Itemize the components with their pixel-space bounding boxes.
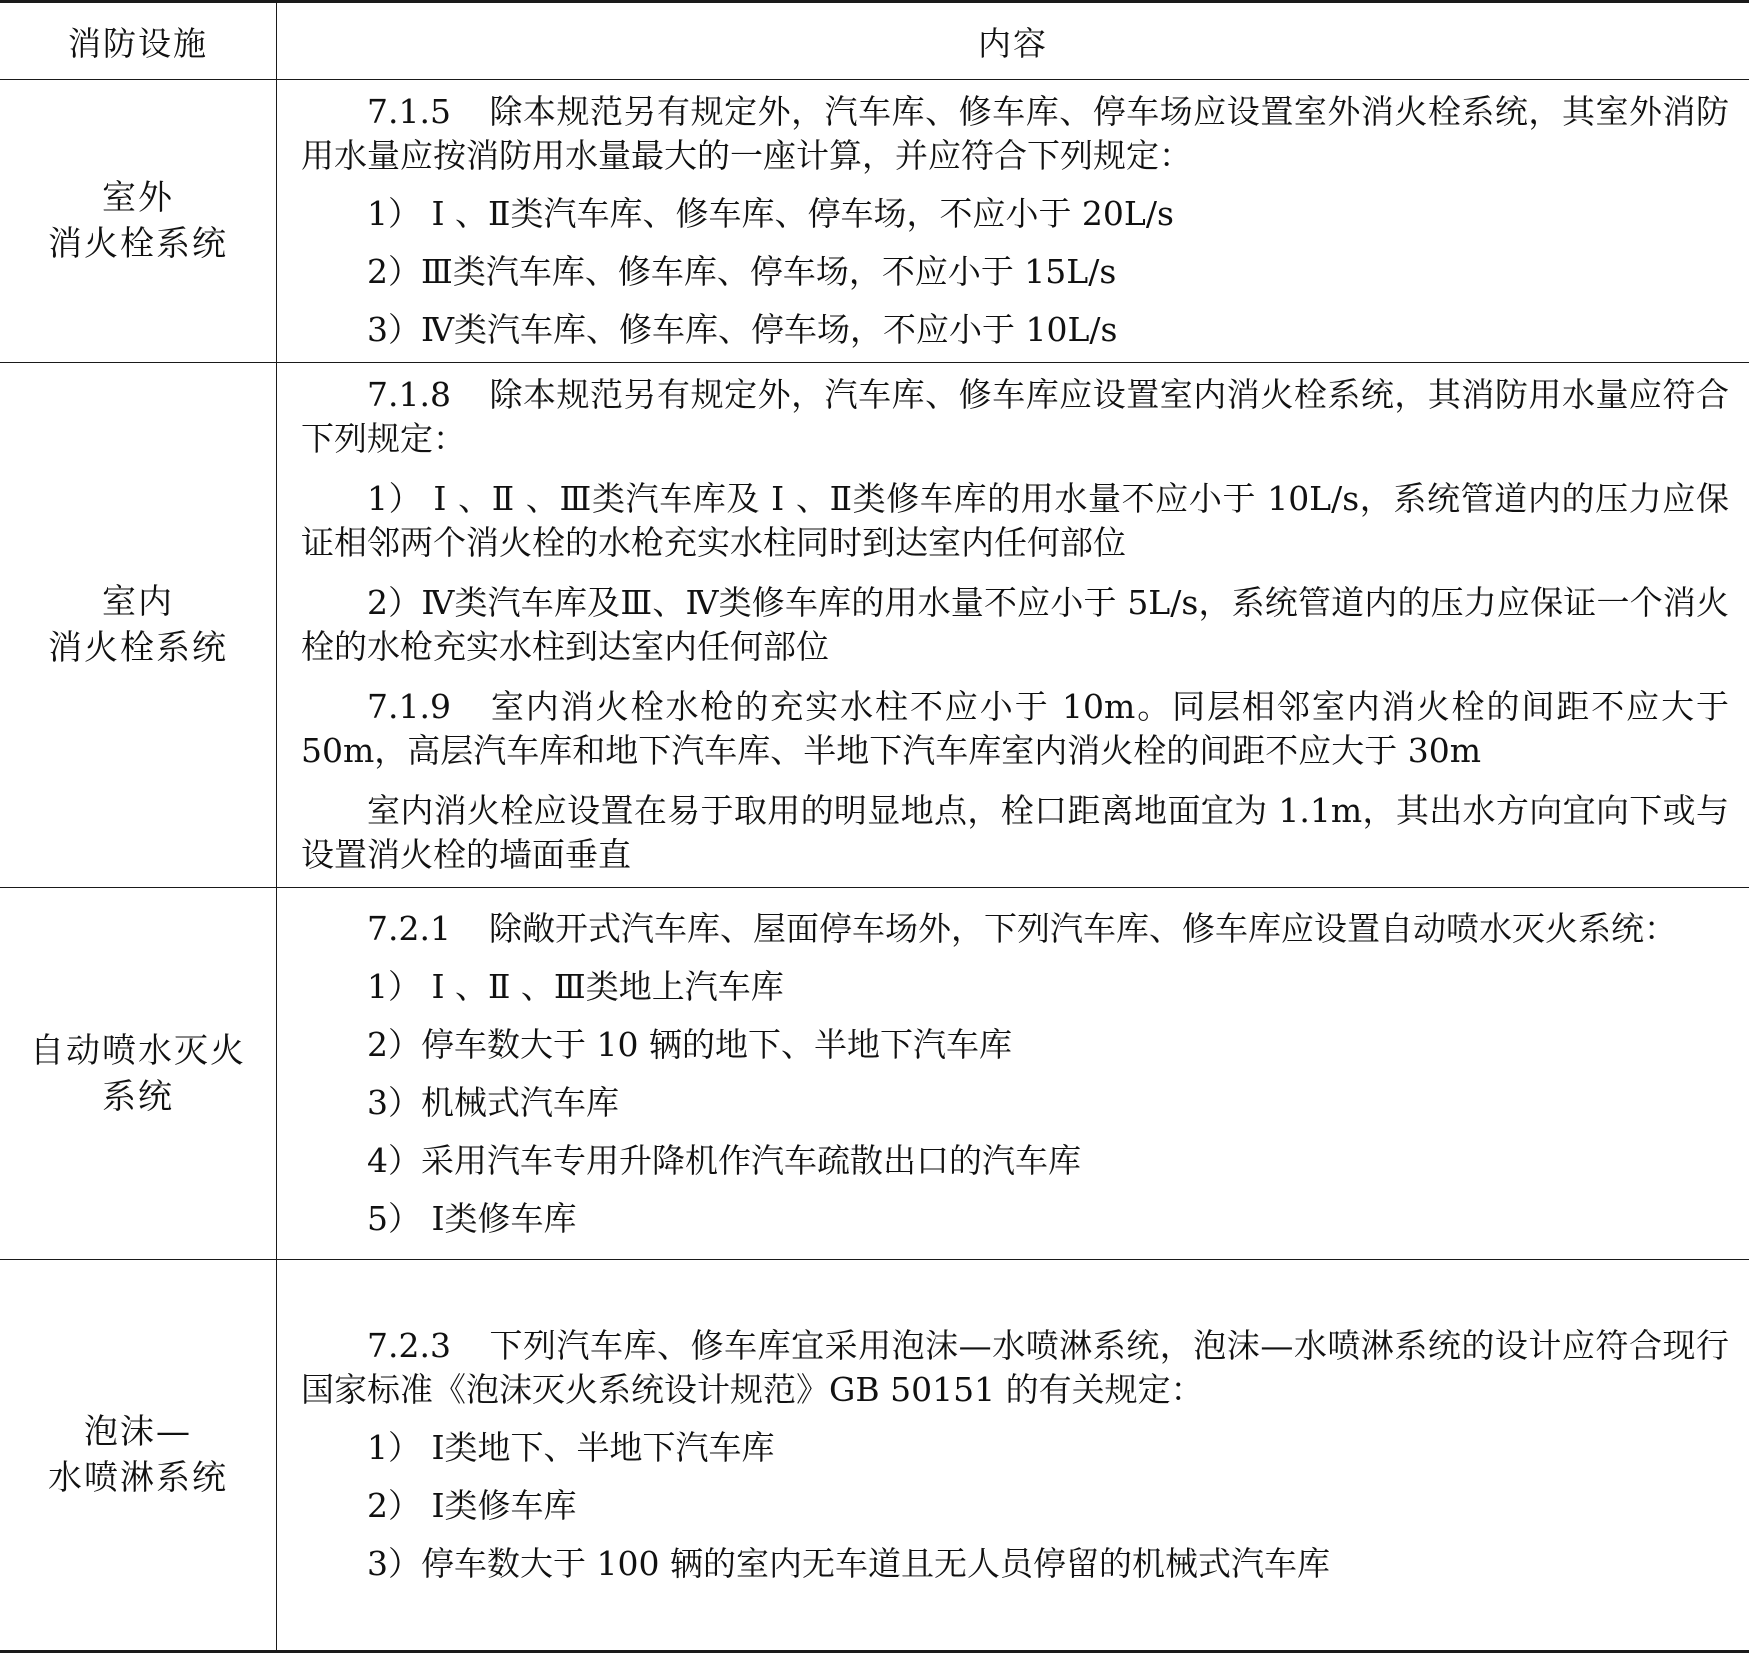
- facility-cell: [0, 1260, 277, 1652]
- clause-text: 除本规范另有规定外，汽车库、修车库应设置室内消火栓系统，其消防用水量应符合下列规定：: [301, 375, 1729, 458]
- list-item: 2） Ⅰ类修车库: [301, 1484, 1729, 1528]
- facility-label-line: 室内: [0, 579, 276, 625]
- clause-number: 7.2.1: [367, 909, 451, 948]
- list-item: 2）停车数大于 10 辆的地下、半地下汽车库: [301, 1023, 1729, 1067]
- facility-cell: [0, 80, 277, 363]
- clause-text: 除敞开式汽车库、屋面停车场外，下列汽车库、修车库应设置自动喷水灭火系统：: [489, 909, 1677, 948]
- facility-label-line: 室外: [0, 175, 276, 221]
- facility-label-line: 泡沫—: [0, 1409, 276, 1455]
- facility-cell: [0, 363, 277, 888]
- header-content: 内容: [277, 2, 1749, 80]
- clause-number: 7.2.3: [367, 1326, 451, 1365]
- content-cell: [277, 1260, 1749, 1652]
- list-item: 3）停车数大于 100 辆的室内无车道且无人员停留的机械式汽车库: [301, 1542, 1729, 1586]
- clause-paragraph: [301, 90, 1729, 178]
- clause-text: 室内消火栓应设置在易于取用的明显地点，栓口距离地面宜为 1.1m，其出水方向宜向下或与设置消火栓的墙面垂直: [301, 791, 1729, 874]
- clause-paragraph: [301, 581, 1729, 669]
- clause-text: 下列汽车库、修车库宜采用泡沫—水喷淋系统，泡沫—水喷淋系统的设计应符合现行国家标准《泡沫灭火系统设计规范》GB 50151 的有关规定：: [301, 1326, 1729, 1409]
- list-item: 1） Ⅰ 、Ⅱ 、Ⅲ类地上汽车库: [301, 965, 1729, 1009]
- list-item: 5） Ⅰ类修车库: [301, 1197, 1729, 1241]
- clause-number: 7.1.8: [367, 375, 451, 414]
- list-item: 4）采用汽车专用升降机作汽车疏散出口的汽车库: [301, 1139, 1729, 1183]
- clause-paragraph: [301, 685, 1729, 773]
- clause-text: 1） Ⅰ 、Ⅱ 、Ⅲ类汽车库及 Ⅰ 、Ⅱ类修车库的用水量不应小于 10L/s，系统管道内的压力应保证相邻两个消火栓的水枪充实水柱同时到达室内任何部位: [301, 479, 1729, 562]
- clause-text: 室内消火栓水枪的充实水柱不应小于 10m。同层相邻室内消火栓的间距不应大于 50m，高层汽车库和地下汽车库、半地下汽车库室内消火栓的间距不应大于 30m: [301, 687, 1729, 770]
- facility-label-line: 系统: [0, 1074, 276, 1120]
- clause-paragraph: [301, 789, 1729, 877]
- facility-label-line: 水喷淋系统: [0, 1455, 276, 1501]
- table-row: [0, 888, 1749, 1260]
- clause-number: 7.1.5: [367, 92, 451, 131]
- list-item: 2）Ⅲ类汽车库、修车库、停车场，不应小于 15L/s: [301, 250, 1729, 294]
- clause-text: 2）Ⅳ类汽车库及Ⅲ、Ⅳ类修车库的用水量不应小于 5L/s，系统管道内的压力应保证一个消火栓的水枪充实水柱到达室内任何部位: [301, 583, 1729, 666]
- facility-label-line: 自动喷水灭火: [0, 1028, 276, 1074]
- table-row: [0, 80, 1749, 363]
- clause-paragraph: [301, 373, 1729, 461]
- clause-paragraph: [301, 1324, 1729, 1412]
- table-row: [0, 1260, 1749, 1652]
- content-cell: [277, 363, 1749, 888]
- clause-paragraph: [301, 477, 1729, 565]
- list-item: 3）机械式汽车库: [301, 1081, 1729, 1125]
- facility-label-line: 消火栓系统: [0, 221, 276, 267]
- header-facility: 消防设施: [0, 2, 277, 80]
- clause-number: 7.1.9: [367, 687, 451, 726]
- facility-cell: [0, 888, 277, 1260]
- list-item: 3）Ⅳ类汽车库、修车库、停车场，不应小于 10L/s: [301, 308, 1729, 352]
- facility-label-line: 消火栓系统: [0, 625, 276, 671]
- content-cell: [277, 888, 1749, 1260]
- table-row: [0, 363, 1749, 888]
- clause-paragraph: [301, 907, 1729, 951]
- list-item: 1） Ⅰ类地下、半地下汽车库: [301, 1426, 1729, 1470]
- clause-text: 除本规范另有规定外，汽车库、修车库、停车场应设置室外消火栓系统，其室外消防用水量应按消防用水量最大的一座计算，并应符合下列规定：: [301, 92, 1729, 175]
- content-cell: [277, 80, 1749, 363]
- table-header-row: [0, 2, 1749, 80]
- list-item: 1） Ⅰ 、Ⅱ类汽车库、修车库、停车场，不应小于 20L/s: [301, 192, 1729, 236]
